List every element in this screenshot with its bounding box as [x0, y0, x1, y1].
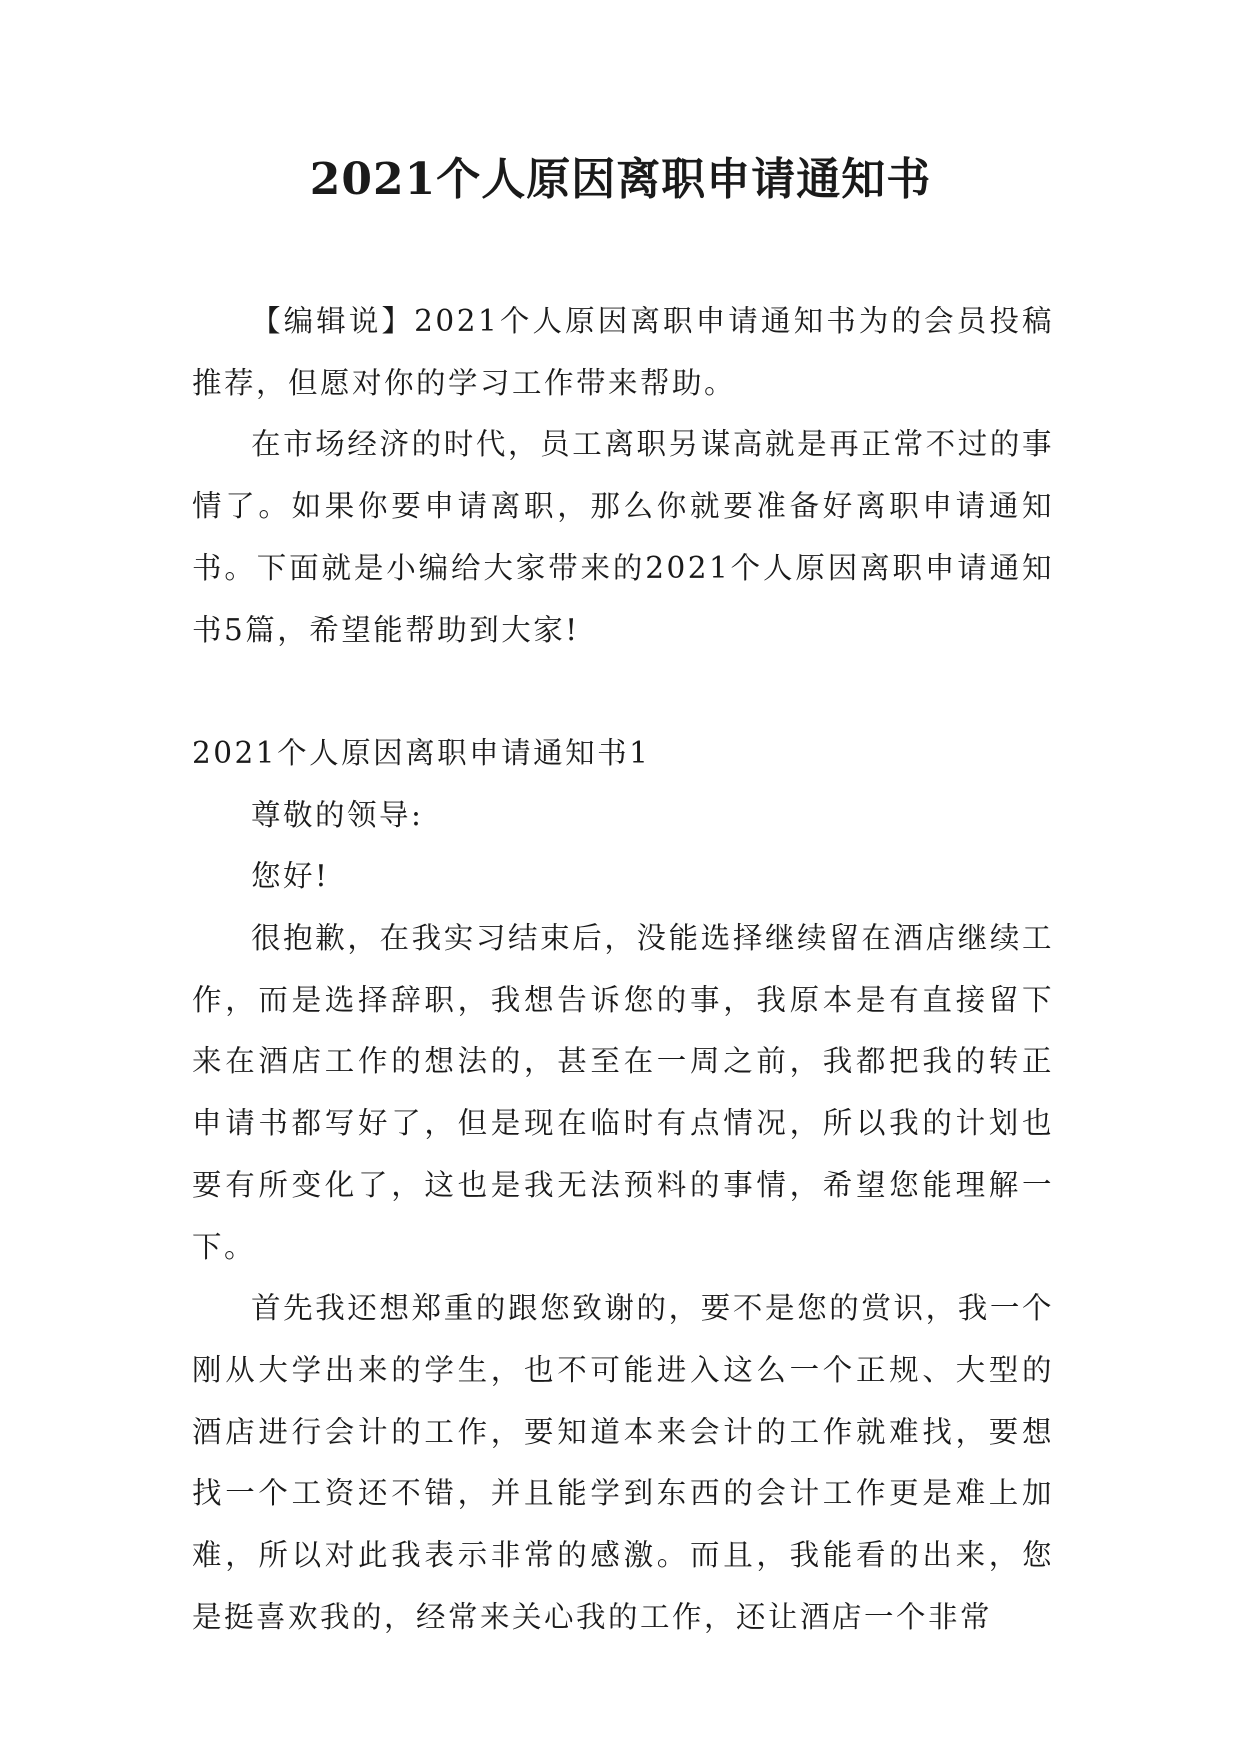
letter-paragraph-1: 很抱歉，在我实习结束后，没能选择继续留在酒店继续工作，而是选择辞职，我想告诉您的事，我原本是有直接留下来在酒店工作的想法的，甚至在一周之前，我都把我的转正申请书都写好了，但是现在临时有点情况，所以我的计划也要有所变化了，这也是我无法预料的事情，希望您能理解一下。: [192, 921, 1054, 1264]
document-title: 2021个人原因离职申请通知书: [309, 154, 932, 205]
letter-paragraph-2: 首先我还想郑重的跟您致谢的，要不是您的赏识，我一个刚从大学出来的学生，也不可能进入这么一个正规、大型的酒店进行会计的工作，要知道本来会计的工作就难找，要想找一个工资还不错，并且能学到东西的会计工作更是难上加难，所以对此我表示非常的感激。而且，我能看的出来，您是挺喜欢我的，经常来关心我的工作，还让酒店一个非常: [192, 1291, 1054, 1634]
salutation-line: 尊敬的领导:: [251, 797, 424, 832]
section-gap: [192, 661, 1054, 723]
preface-paragraph: 在市场经济的时代，员工离职另谋高就是再正常不过的事情了。如果你要申请离职，那么你就要准备好离职申请通知书。下面就是小编给大家带来的2021个人原因离职申请通知书5篇，希望能帮助到大家!: [192, 427, 1054, 647]
section-heading: 2021个人原因离职申请通知书1: [192, 735, 651, 770]
editor-note-paragraph: 【编辑说】2021个人原因离职申请通知书为的会员投稿推荐，但愿对你的学习工作带来帮助。: [192, 304, 1054, 400]
greeting-line: 您好!: [251, 859, 330, 894]
document-body: [192, 291, 1054, 1648]
